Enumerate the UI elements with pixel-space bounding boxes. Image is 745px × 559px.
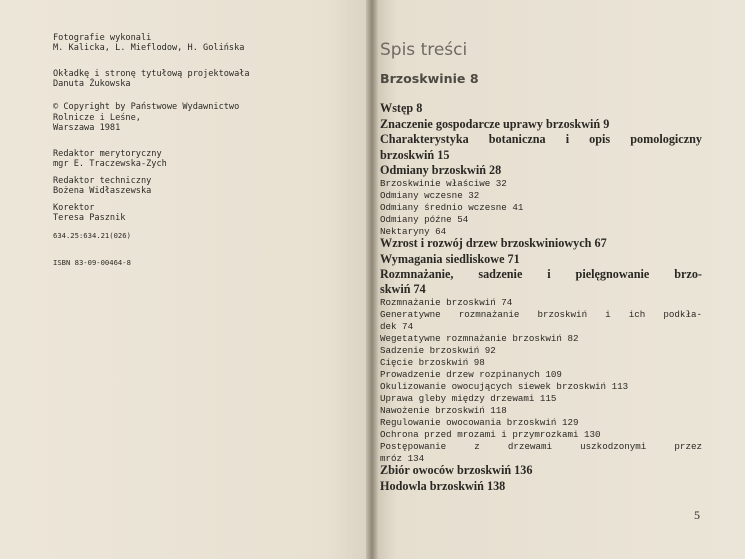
book-gutter (366, 0, 378, 559)
toc-subentry: Wegetatywne rozmnażanie brzoskwiń 82 (380, 333, 579, 344)
toc-subentry: Odmiany późne 54 (380, 214, 469, 225)
cover-design-name: Danuta Żukowska (53, 79, 131, 89)
toc-entry: Rozmnażanie, sadzenie i pielęgnowanie brzo- (380, 267, 702, 281)
toc-entry: Wstęp 8 (380, 101, 423, 115)
editor-label: Redaktor merytoryczny (53, 149, 162, 159)
toc-subentry: Nektaryny 64 (380, 226, 447, 237)
toc-entry: brzoskwiń 15 (380, 148, 450, 162)
photo-credit-label: Fotografie wykonali (53, 33, 152, 43)
toc-subentry: Cięcie brzoskwiń 98 (380, 357, 485, 368)
photo-credit-names: M. Kalicka, L. Mieflodow, H. Golińska (53, 43, 245, 53)
classification-code: 634.25:634.21(026) (53, 231, 131, 240)
toc-subentry: mróz 134 (380, 453, 425, 464)
toc-subentry: Uprawa gleby między drzewami 115 (380, 393, 557, 404)
toc-subentry: Rozmnażanie brzoskwiń 74 (380, 297, 513, 308)
page-number: 5 (694, 508, 700, 522)
part-heading: Brzoskwinie 8 (380, 71, 479, 86)
toc-entry: Hodowla brzoskwiń 138 (380, 479, 506, 493)
tech-editor-label: Redaktor techniczny (53, 176, 152, 186)
proofreader-name: Teresa Pasznik (53, 213, 126, 223)
cover-design-label: Okładkę i stronę tytułową projektowała (53, 69, 250, 79)
toc-entry: Wzrost i rozwój drzew brzoskwiniowych 67 (380, 236, 607, 250)
toc-subentry: dek 74 (380, 321, 414, 332)
toc-entry: Wymagania siedliskowe 71 (380, 252, 520, 266)
copyright-line: © Copyright by Państwowe Wydawnictwo (53, 102, 240, 112)
editor-name: mgr E. Traczewska-Zych (53, 159, 167, 169)
isbn: ISBN 83-09-00464-8 (53, 258, 131, 267)
toc-subentry: Brzoskwinie właściwe 32 (380, 178, 507, 189)
proofreader-label: Korektor (53, 203, 95, 213)
toc-entry: skwiń 74 (380, 282, 426, 296)
toc-subentry: Generatywne rozmnażanie brzoskwiń i ich podkła- (380, 309, 702, 320)
toc-entry: Zbiór owoców brzoskwiń 136 (380, 463, 533, 477)
toc-subentry: Prowadzenie drzew rozpinanych 109 (380, 369, 562, 380)
page-title: Spis treści (380, 40, 468, 60)
toc-subentry: Nawożenie brzoskwiń 118 (380, 405, 507, 416)
tech-editor-name: Bożena Widłaszewska (53, 186, 152, 196)
toc-entry: Znaczenie gospodarcze uprawy brzoskwiń 9 (380, 117, 610, 131)
toc-subentry: Sadzenie brzoskwiń 92 (380, 345, 496, 356)
toc-subentry: Odmiany średnio wczesne 41 (380, 202, 524, 213)
toc-entry: Odmiany brzoskwiń 28 (380, 163, 502, 177)
publisher-line: Rolnicze i Leśne, (53, 113, 141, 123)
toc-entry: Charakterystyka botaniczna i opis pomologiczny (380, 132, 702, 146)
publisher-city-year: Warszawa 1981 (53, 123, 121, 133)
toc-subentry: Odmiany wczesne 32 (380, 190, 480, 201)
toc-subentry: Ochrona przed mrozami i przymrozkami 130 (380, 429, 601, 440)
toc-subentry: Okulizowanie owocujących siewek brzoskwiń 113 (380, 381, 629, 392)
toc-subentry: Postępowanie z drzewami uszkodzonymi przez (380, 441, 702, 452)
toc-subentry: Regulowanie owocowania brzoskwiń 129 (380, 417, 579, 428)
